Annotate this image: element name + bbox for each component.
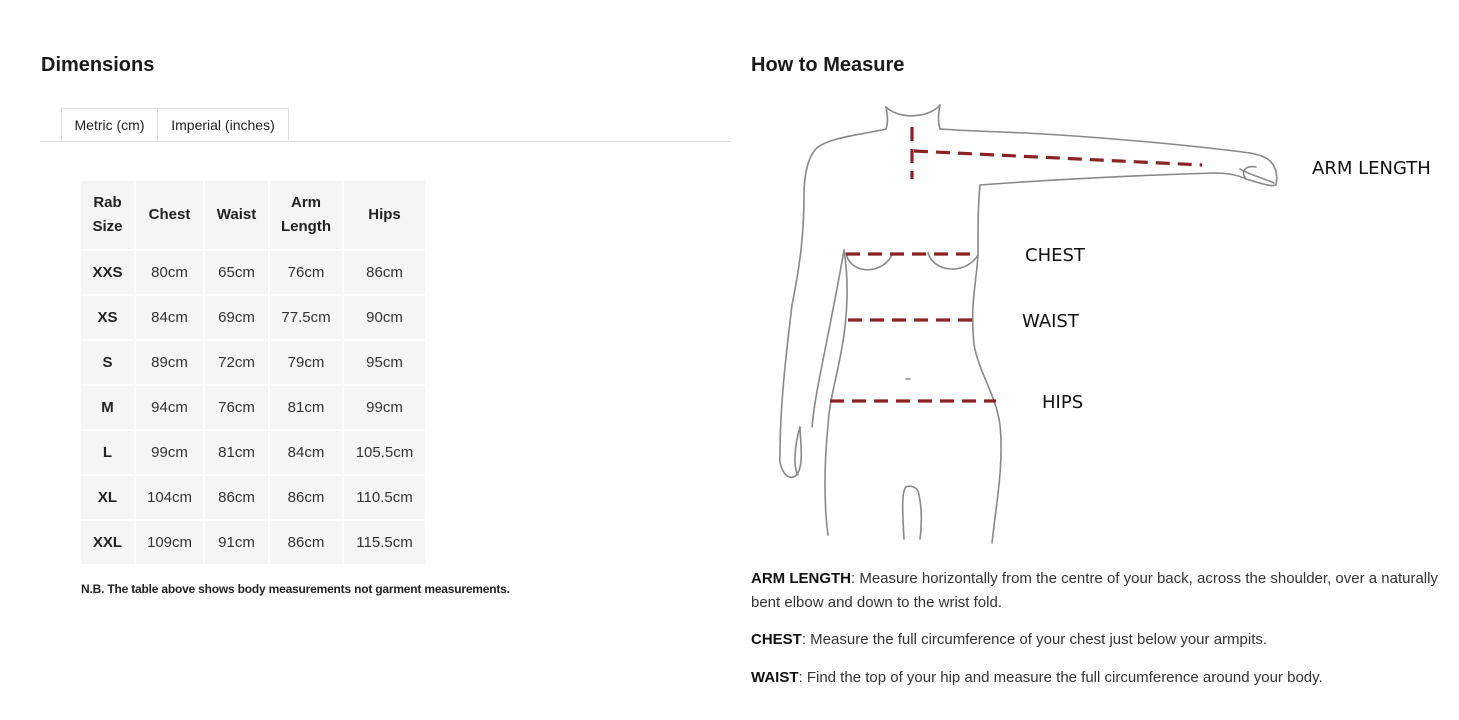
leg-gap: [903, 486, 922, 539]
cell-chest: 109cm: [136, 521, 205, 566]
table-header-row: [81, 181, 427, 251]
cell-chest: 89cm: [136, 341, 205, 386]
cell-size: XS: [81, 296, 136, 341]
waist-description: [751, 666, 1441, 690]
cell-hips: 95cm: [344, 341, 427, 386]
header-rab-size: [81, 181, 136, 251]
cell-size: L: [81, 431, 136, 476]
cell-hips: 105.5cm: [344, 431, 427, 476]
cell-hips: 115.5cm: [344, 521, 427, 566]
cell-size: XL: [81, 476, 136, 521]
cell-arm-length: 77.5cm: [270, 296, 344, 341]
cell-arm-length: 76cm: [270, 251, 344, 296]
cell-arm-length: 79cm: [270, 341, 344, 386]
table-row: [81, 251, 427, 296]
cell-arm-length: 86cm: [270, 521, 344, 566]
waist-text: : Find the top of your hip and measure the full circumference around your body.: [798, 669, 1323, 686]
tab-metric[interactable]: Metric (cm): [61, 108, 158, 141]
cell-chest: 94cm: [136, 386, 205, 431]
arm-length-text: : Measure horizontally from the centre of your back, across the shoulder, over a naturally bent elbow and down to the wrist fold.: [751, 570, 1438, 611]
table-row: [81, 521, 427, 566]
cell-hips: 99cm: [344, 386, 427, 431]
header-rab-size-text: Rab Size: [92, 194, 123, 235]
how-to-measure-heading: How to Measure: [751, 54, 905, 76]
chest-description: [751, 628, 1441, 652]
arm-length-label: ARM LENGTH: [1312, 158, 1431, 179]
table-row: [81, 296, 427, 341]
body-measurement-figure: [770, 95, 1440, 547]
cell-size: XXL: [81, 521, 136, 566]
cell-waist: 86cm: [205, 476, 270, 521]
header-waist: Waist: [205, 181, 270, 251]
cell-waist: 76cm: [205, 386, 270, 431]
torso-right-side: [973, 185, 1001, 543]
chest-text: : Measure the full circumference of your chest just below your armpits.: [801, 631, 1268, 648]
cell-waist: 91cm: [205, 521, 270, 566]
cell-hips: 110.5cm: [344, 476, 427, 521]
header-arm-length-text: Arm Length: [281, 194, 331, 235]
header-arm-length: [270, 181, 344, 251]
table-row: [81, 341, 427, 386]
cell-size: S: [81, 341, 136, 386]
unit-tabs: [41, 108, 731, 142]
chin-line: [886, 105, 940, 116]
cell-arm-length: 81cm: [270, 386, 344, 431]
size-table: [81, 181, 427, 566]
table-row: [81, 431, 427, 476]
cell-chest: 84cm: [136, 296, 205, 341]
chest-label: CHEST: [1025, 245, 1085, 266]
cell-waist: 81cm: [205, 431, 270, 476]
arm-length-line: [914, 151, 1202, 165]
arm-bottom-edge: [980, 173, 1276, 186]
cell-waist: 72cm: [205, 341, 270, 386]
cell-chest: 99cm: [136, 431, 205, 476]
waist-term: WAIST: [751, 669, 799, 686]
cell-chest: 80cm: [136, 251, 205, 296]
chest-term: CHEST: [751, 631, 802, 648]
table-row: [81, 386, 427, 431]
tab-imperial[interactable]: Imperial (inches): [158, 108, 289, 140]
cell-size: XXS: [81, 251, 136, 296]
left-arm-outer: [780, 129, 886, 477]
cell-waist: 65cm: [205, 251, 270, 296]
cell-arm-length: 86cm: [270, 476, 344, 521]
cell-hips: 86cm: [344, 251, 427, 296]
cell-chest: 104cm: [136, 476, 205, 521]
cell-hips: 90cm: [344, 296, 427, 341]
table-row: [81, 476, 427, 521]
waist-label: WAIST: [1022, 311, 1079, 332]
cell-arm-length: 84cm: [270, 431, 344, 476]
header-chest: Chest: [136, 181, 205, 251]
cell-waist: 69cm: [205, 296, 270, 341]
hips-label: HIPS: [1042, 392, 1084, 413]
right-hand: [1240, 167, 1274, 183]
arm-length-term: ARM LENGTH: [751, 570, 851, 587]
header-hips: Hips: [344, 181, 427, 251]
size-table-body: [81, 251, 427, 566]
neck-left: [886, 107, 888, 129]
neck-right: [939, 105, 941, 129]
cell-size: M: [81, 386, 136, 431]
dimensions-heading: Dimensions: [41, 54, 155, 76]
arm-length-description: [751, 567, 1441, 615]
measurement-note: N.B. The table above shows body measurements not garment measurements.: [81, 582, 510, 596]
